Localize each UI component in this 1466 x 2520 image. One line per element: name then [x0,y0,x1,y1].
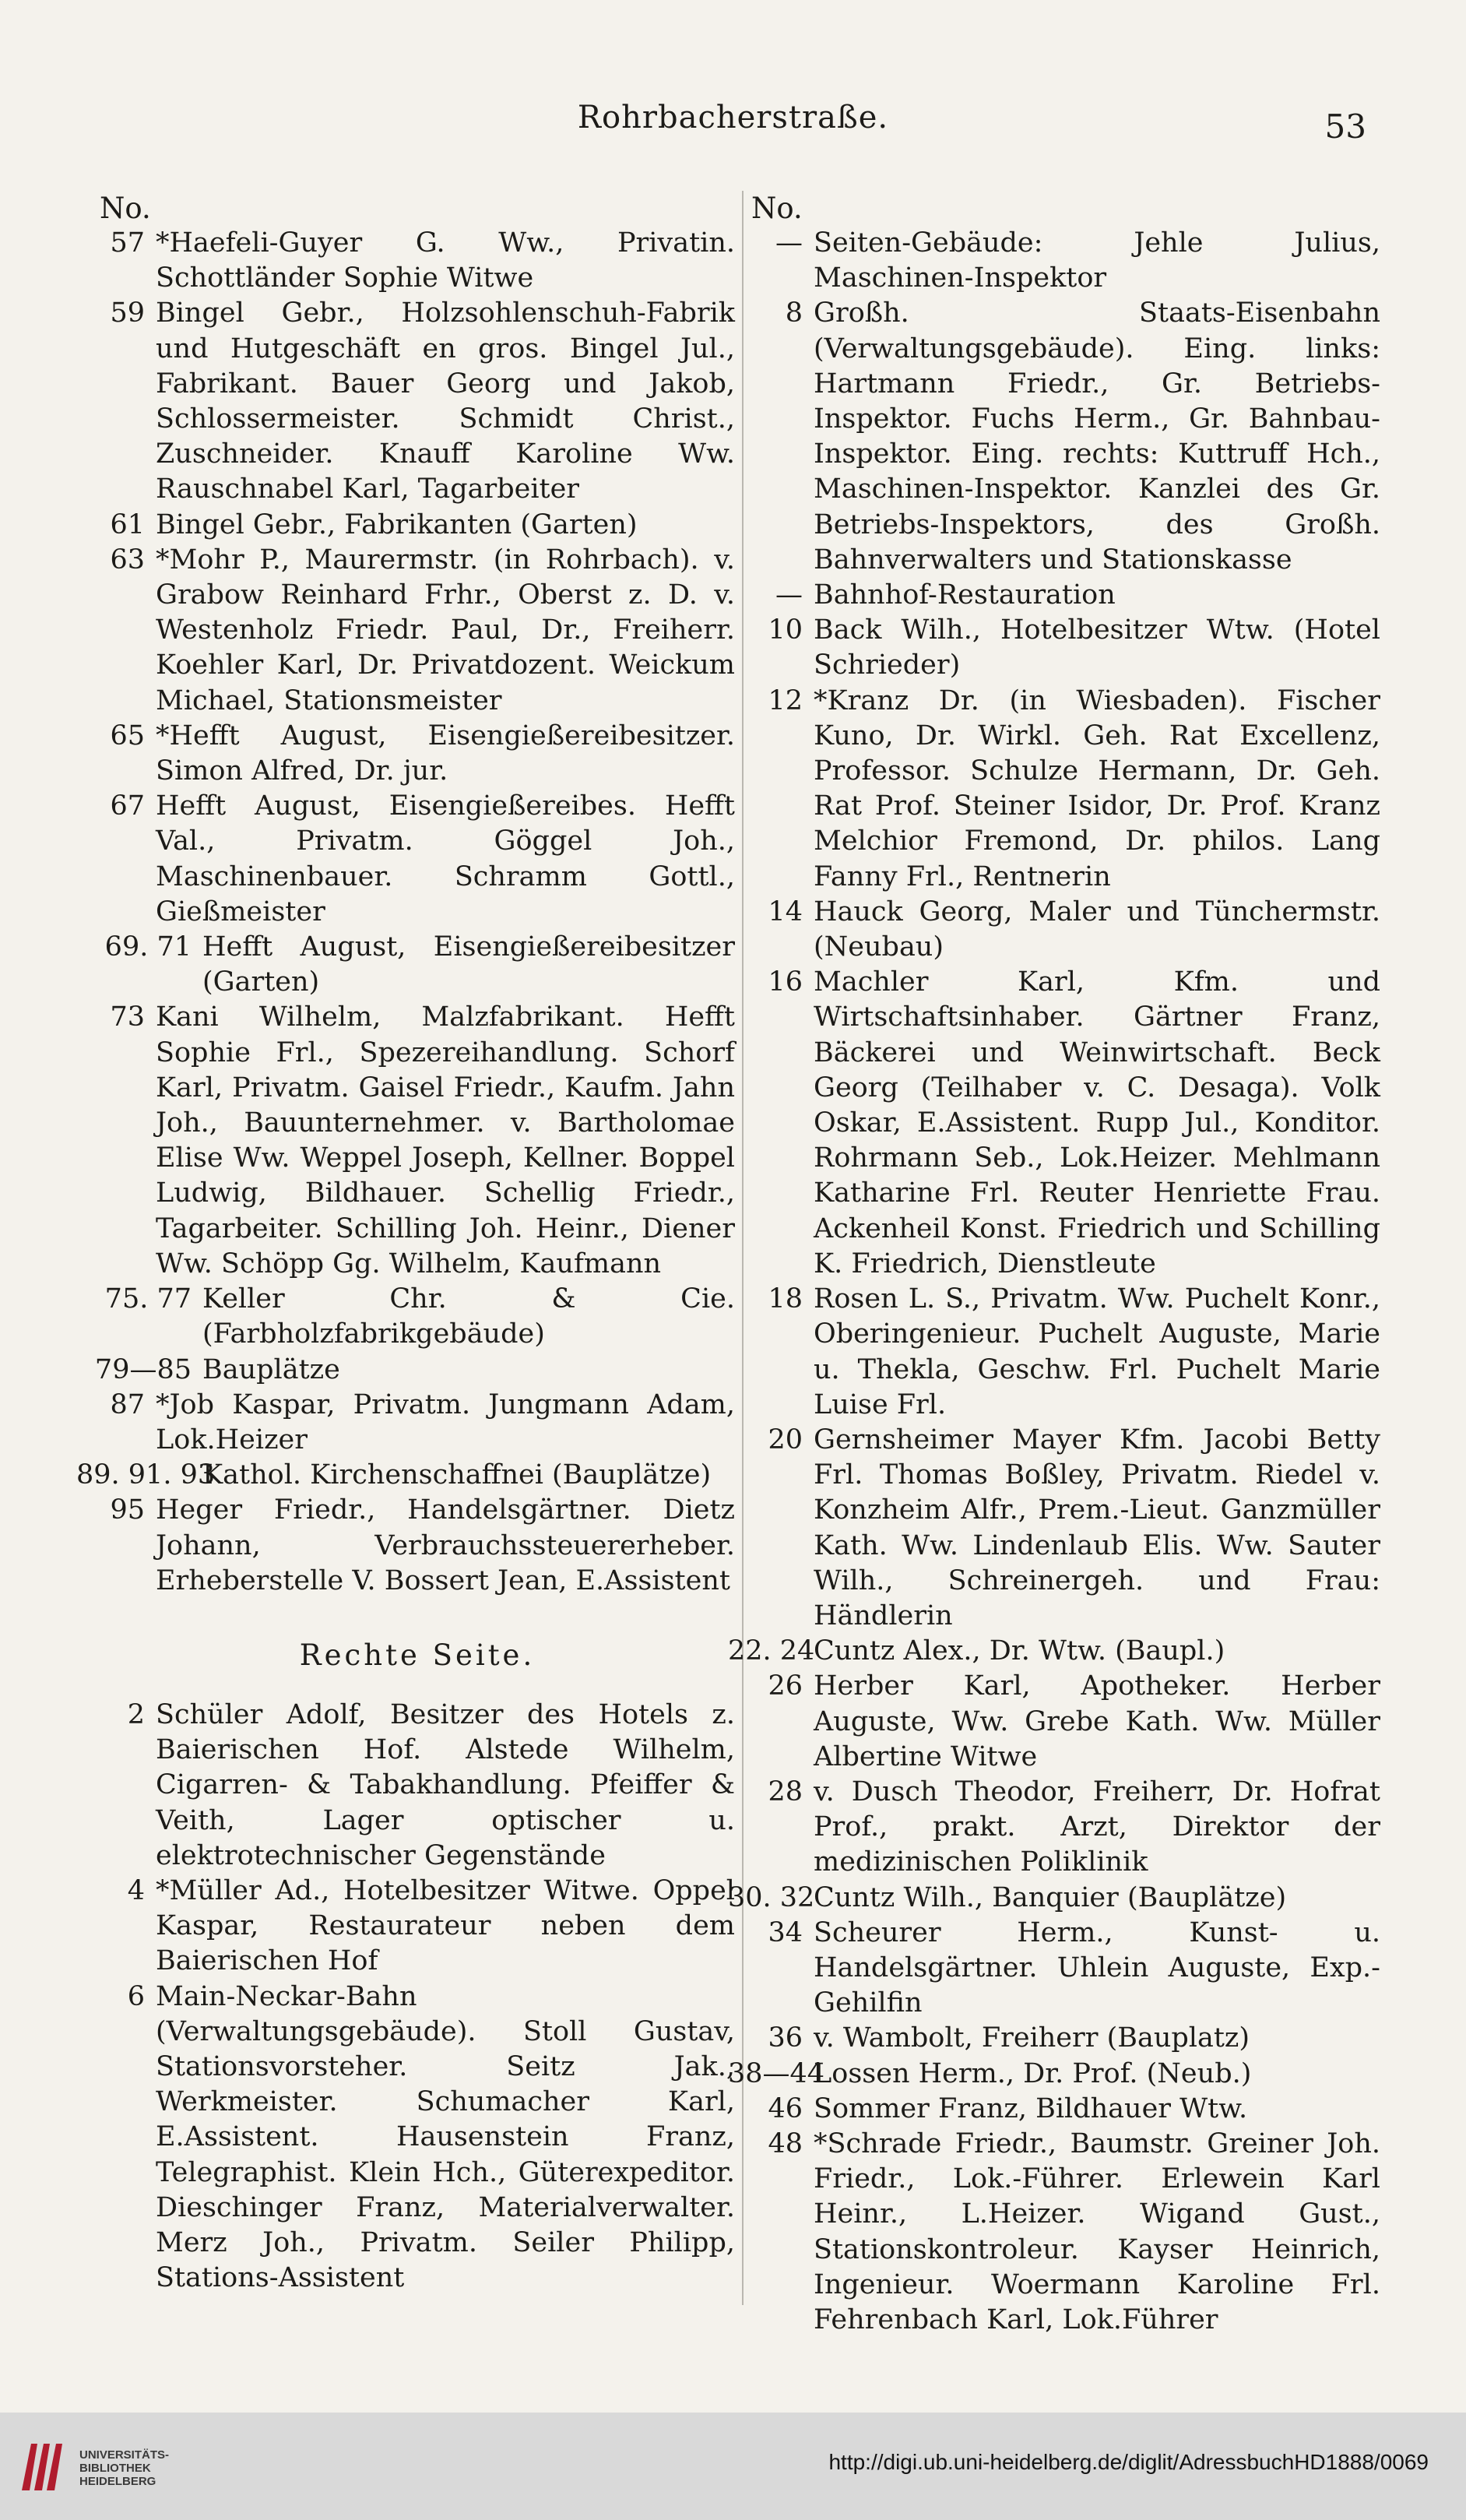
resident-list: *Mohr P., Maurermstr. (in Rohrbach). v. Grabow Reinhard Frhr., Oberst z. D. v. Westenholz Friedr. Paul, Dr., Freiherr. Koehler Karl, Dr. Privatdozent. Weickum Michael, Stationsmeister [156,544,735,716]
resident-list: Kathol. Kirchenschaffnei (Bauplätze) [202,1459,712,1491]
resident-list: v. Wambolt, Freiherr (Bauplatz) [814,2022,1250,2054]
resident-list: *Schrade Friedr., Baumstr. Greiner Joh. Friedr., Lok.-Führer. Erlewein Karl Heinr., L.Heizer. Wigand Gust., Stationskontroleur. Kayser Heinrich, Ingenieur. Woermann Karoline Frl. Fehrenbach Karl, Lok.Führer [814,2128,1380,2335]
house-number: 67 [110,790,145,822]
house-number: 79—85 [94,1353,192,1385]
resident-list: Main-Neckar-Bahn (Verwaltungsgebäude). Stoll Gustav, Stationsvorsteher. Seitz Jak., Werkmeister. Schumacher Karl, E.Assistent. Hausenstein Franz, Telegraphist. Klein Hch., Güterexpeditor. Dieschinger Franz, Materialverwalter. Merz Joh., Privatm. Seiler Philipp, Stations-Assistent [156,1980,735,2294]
address-entry [100,719,735,789]
house-number: 48 [768,2128,803,2159]
house-number: — [775,579,803,611]
resident-list: Bauplätze [202,1353,340,1385]
house-number: 38—44 [728,2057,825,2089]
house-number: 18 [768,1283,803,1315]
address-entry [94,1353,735,1388]
house-number: 59 [110,297,145,329]
address-entry [751,1775,1380,1881]
column-heading: No. [751,192,803,225]
resident-list: Schüler Adolf, Besitzer des Hotels z. Baierischen Hof. Alstede Wilhelm, Cigarren- & Tabakhandlung. Pfeiffer & Veith, Lager optischer u. elektrotechnischer Gegenstände [156,1698,735,1871]
address-entry [751,578,1380,613]
house-number: 34 [768,1916,803,1948]
address-entry [751,1282,1380,1423]
house-number: 2 [127,1698,145,1730]
address-entry [100,1874,735,1980]
house-number: 8 [785,297,803,329]
library-seal-icon [17,2436,65,2498]
resident-list: Hefft August, Eisengießereibesitzer (Garten) [202,931,735,998]
address-entry [100,1388,735,1458]
resident-list: Scheurer Herm., Kunst- u. Handelsgärtner. Uhlein Auguste, Exp.-Gehilfin [814,1916,1380,2019]
address-entry [100,508,735,543]
house-number: 28 [768,1776,803,1807]
address-entry [100,226,735,296]
house-number: 30. 32 [728,1881,815,1913]
house-number: — [775,227,803,259]
address-entry [751,684,1380,895]
house-number: 87 [110,1388,145,1420]
page-header [0,100,1466,154]
running-title: Rohrbacherstraße. [577,100,889,136]
library-name: UNIVERSITÄTS- BIBLIOTHEK HEIDELBERG [79,2448,170,2488]
house-number: 14 [768,896,803,927]
resident-list: Rosen L. S., Privatm. Ww. Puchelt Konr., Oberingenieur. Puchelt Auguste, Marie u. Thekla, Geschw. Frl. Puchelt Marie Luise Frl. [814,1283,1380,1420]
house-number: 36 [768,2022,803,2054]
address-entry [100,1698,735,1874]
address-entry [728,1881,1380,1916]
column-heading: No. [100,192,151,225]
resident-list: Cuntz Alex., Dr. Wtw. (Baupl.) [814,1635,1225,1667]
address-entry [751,2092,1380,2127]
resident-list: *Kranz Dr. (in Wiesbaden). Fischer Kuno, Dr. Wirkl. Geh. Rat Excellenz, Professor. Schulze Hermann, Dr. Geh. Rat Prof. Steiner Isidor, Dr. Prof. Kranz Melchior Fremond, Dr. philos. Lang Fanny Frl., Rentnerin [814,685,1380,892]
house-number: 95 [110,1494,145,1526]
resident-list: Cuntz Wilh., Banquier (Bauplätze) [814,1881,1287,1913]
address-entry [751,1669,1380,1775]
address-entry [76,1458,735,1493]
left-entries-list-2 [100,1698,735,2296]
resident-list: Heger Friedr., Handelsgärtner. Dietz Johann, Verbrauchssteuererheber. Erheberstelle V. Bossert Jean, E.Assistent [156,1494,735,1596]
address-entry [100,789,735,930]
address-entry [100,1000,735,1282]
house-number: 6 [127,1980,145,2012]
address-entry [728,2057,1380,2092]
house-number: 10 [768,614,803,646]
address-entry [751,226,1380,296]
right-column [728,191,1380,2338]
house-number: 20 [768,1424,803,1455]
resident-list: Bahnhof-Restauration [814,579,1116,611]
address-entry [751,613,1380,683]
source-url-link[interactable]: http://digi.ub.uni-heidelberg.de/diglit/AdressbuchHD1888/0069 [828,2450,1429,2474]
address-entry [751,1423,1380,1634]
left-column [76,191,735,2296]
resident-list: Gernsheimer Mayer Kfm. Jacobi Betty Frl. Thomas Boßley, Privatm. Riedel v. Konzheim Alfr., Prem.-Lieut. Ganzmüller Kath. Ww. Lindenlaub Elis. Ww. Sauter Wilh., Schreinergeh. und Frau: Händlerin [814,1424,1380,1631]
house-number: 75. 77 [104,1283,192,1315]
resident-list: *Müller Ad., Hotelbesitzer Witwe. Oppel Kaspar, Restaurateur neben dem Baierischen Hof [156,1874,735,1977]
house-number: 61 [110,509,145,540]
house-number: 57 [110,227,145,259]
resident-list: Bingel Gebr., Fabrikanten (Garten) [156,509,638,540]
resident-list: *Job Kaspar, Privatm. Jungmann Adam, Lok.Heizer [156,1388,735,1455]
resident-list: Hauck Georg, Maler und Tünchermstr. (Neubau) [814,896,1380,963]
resident-list: Bingel Gebr., Holzsohlenschuh-Fabrik und Hutgeschäft en gros. Bingel Jul., Fabrikant. Bauer Georg und Jakob, Schlossermeister. Schmidt Christ., Zuschneider. Knauff Karoline Ww. Rauschnabel Karl, Tagarbeiter [156,297,735,505]
address-entry [100,1980,735,2297]
section-title-rechte-seite: Rechte Seite. [299,1638,536,1672]
resident-list: Machler Karl, Kfm. und Wirtschaftsinhaber. Gärtner Franz, Bäckerei und Weinwirtschaft. Beck Georg (Teilhaber v. C. Desaga). Volk Oskar, E.Assistent. Rupp Jul., Konditor. Rohrmann Seb., Lok.Heizer. Mehlmann Katharine Frl. Reuter Henriette Frau. Ackenheil Konst. Friedrich und Schilling K. Friedrich, Dienstleute [814,966,1380,1279]
resident-list: Großh. Staats-Eisenbahn (Verwaltungsgebäude). Eing. links: Hartmann Friedr., Gr. Betriebs-Inspektor. Fuchs Herm., Gr. Bahnbau-Inspektor. Eing. rechts: Kuttruff Hch., Maschinen-Inspektor. Kanzlei des Gr. Betriebs-Inspektors, des Großh. Bahnverwalters und Stationskasse [814,297,1380,575]
address-entry [728,1634,1380,1669]
column-divider [742,191,744,2305]
page-number: 53 [1324,107,1366,146]
resident-list: Kani Wilhelm, Malzfabrikant. Hefft Sophie Frl., Spezereihandlung. Schorf Karl, Privatm. Gaisel Friedr., Kaufm. Jahn Joh., Bauunternehmer. v. Bartholomae Elise Ww. Weppel Joseph, Kellner. Boppel Ludwig, Bildhauer. Schellig Friedr., Tagarbeiter. Schilling Joh. Heinr., Diener Ww. Schöpp Gg. Wilhelm, Kaufmann [156,1001,735,1279]
right-entries-list [728,226,1380,2338]
resident-list: Hefft August, Eisengießereibes. Hefft Val., Privatm. Göggel Joh., Maschinenbauer. Schramm Gottl., Gießmeister [156,790,735,927]
house-number: 73 [110,1001,145,1033]
library-logo[interactable] [17,2430,196,2504]
house-number: 63 [110,544,145,575]
resident-list: Herber Karl, Apotheker. Herber Auguste, Ww. Grebe Kath. Ww. Müller Albertine Witwe [814,1670,1380,1772]
resident-list: Keller Chr. & Cie. (Farbholzfabrikgebäude) [202,1283,735,1350]
house-number: 16 [768,966,803,998]
house-number: 89. 91. 93 [76,1459,216,1491]
address-entry [751,1916,1380,2022]
address-entry [100,296,735,507]
resident-list: Sommer Franz, Bildhauer Wtw. [814,2092,1248,2124]
address-entry [751,965,1380,1282]
resident-list: Lossen Herm., Dr. Prof. (Neub.) [814,2057,1252,2089]
resident-list: v. Dusch Theodor, Freiherr, Dr. Hofrat Prof., prakt. Arzt, Direktor der medizinischen Poliklinik [814,1776,1380,1878]
house-number: 12 [768,685,803,716]
address-entry [751,296,1380,578]
house-number: 4 [127,1874,145,1906]
left-entries-list [76,226,735,1599]
address-entry [751,2021,1380,2056]
house-number: 26 [768,1670,803,1702]
resident-list: *Haefeli-Guyer G. Ww., Privatin. Schottländer Sophie Witwe [156,227,735,294]
resident-list: Seiten-Gebäude: Jehle Julius, Maschinen-Inspektor [814,227,1380,294]
resident-list: Back Wilh., Hotelbesitzer Wtw. (Hotel Schrieder) [814,614,1380,681]
address-entry [751,2127,1380,2338]
house-number: 65 [110,720,145,751]
house-number: 69. 71 [104,931,192,963]
footer-band [0,2413,1466,2520]
resident-list: *Hefft August, Eisengießereibesitzer. Simon Alfred, Dr. jur. [156,720,735,787]
address-entry [100,543,735,719]
house-number: 22. 24 [728,1635,815,1667]
address-entry [100,1493,735,1599]
address-entry [751,895,1380,965]
address-entry [100,930,735,1000]
address-entry [100,1282,735,1352]
house-number: 46 [768,2092,803,2124]
